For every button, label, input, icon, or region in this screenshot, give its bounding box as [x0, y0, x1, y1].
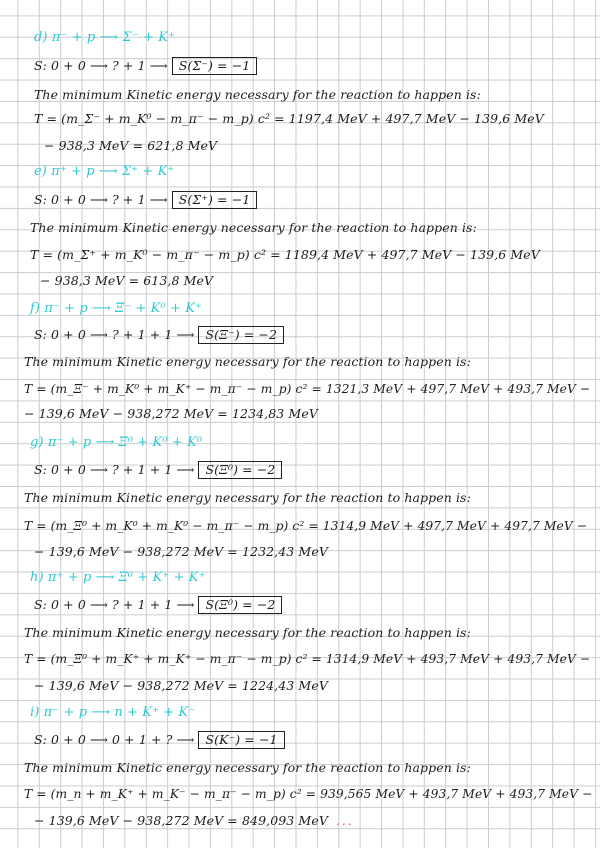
section-i-strangeness — [34, 731, 285, 749]
section-i-result-box: S(K⁻) = −1 — [198, 731, 284, 749]
section-f-title: f) π⁻ + p ⟶ Ξ⁻ + K⁰ + K⁺ — [30, 301, 203, 316]
section-d-equation-line2: − 938,3 MeV = 621,8 MeV — [44, 138, 218, 153]
section-g-result-box: S(Ξ⁰) = −2 — [198, 461, 282, 479]
section-f-equation-line2: − 139,6 MeV − 938,272 MeV = 1234,83 MeV — [24, 406, 318, 421]
section-h-result-box: S(Ξ⁰) = −2 — [198, 596, 282, 614]
section-g-equation-line2: − 139,6 MeV − 938,272 MeV = 1232,43 MeV — [34, 544, 328, 559]
section-h-title: h) π⁺ + p ⟶ Ξ⁰ + K⁺ + K⁺ — [30, 570, 206, 585]
section-i-title: i) π⁻ + p ⟶ n + K⁺ + K⁻ — [30, 705, 196, 720]
section-f-strangeness — [34, 326, 284, 344]
section-i-equation-line1: T = (m_n + m_K⁺ + m_K⁻ − m_π⁻ − m_p) c² = 939,565 MeV + 493,7 MeV + 493,7 MeV − — [24, 787, 593, 801]
section-e-equation-line2: − 938,3 MeV = 613,8 MeV — [40, 273, 214, 288]
section-h-equation-line2: − 139,6 MeV − 938,272 MeV = 1224,43 MeV — [34, 678, 328, 693]
section-f-result-box: S(Ξ⁻) = −2 — [198, 326, 284, 344]
section-i-equation-line2-text: − 139,6 MeV − 938,272 MeV = 849,093 MeV — [34, 813, 328, 828]
section-d-result-box: S(Σ⁻) = −1 — [172, 57, 258, 75]
section-g-strangeness — [34, 461, 282, 479]
section-d-strangeness-text: S: 0 + 0 ⟶ ? + 1 ⟶ — [34, 58, 168, 73]
section-d-statement: The minimum Kinetic energy necessary for the reaction to happen is: — [34, 87, 481, 102]
section-e-result-box: S(Σ⁺) = −1 — [172, 191, 258, 209]
section-e-equation-line1: T = (m_Σ⁺ + m_K⁰ − m_π⁻ − m_p) c² = 1189,4 MeV + 497,7 MeV − 139,6 MeV — [30, 247, 540, 262]
section-d-equation-line1: T = (m_Σ⁻ + m_K⁰ − m_π⁻ − m_p) c² = 1197,4 MeV + 497,7 MeV − 139,6 MeV — [34, 111, 544, 126]
section-g-equation-line1: T = (m_Ξ⁰ + m_K⁰ + m_K⁰ − m_π⁻ − m_p) c² = 1314,9 MeV + 497,7 MeV + 497,7 MeV − — [24, 519, 588, 533]
section-i-equation-line2 — [34, 812, 354, 830]
section-e-statement: The minimum Kinetic energy necessary for the reaction to happen is: — [30, 220, 477, 235]
section-g-statement: The minimum Kinetic energy necessary for the reaction to happen is: — [24, 490, 471, 505]
section-e-strangeness — [34, 191, 257, 209]
section-f-strangeness-text: S: 0 + 0 ⟶ ? + 1 + 1 ⟶ — [34, 327, 195, 342]
section-i-strangeness-text: S: 0 + 0 ⟶ 0 + 1 + ? ⟶ — [34, 732, 195, 747]
section-g-strangeness-text: S: 0 + 0 ⟶ ? + 1 + 1 ⟶ — [34, 462, 195, 477]
section-f-statement: The minimum Kinetic energy necessary for the reaction to happen is: — [24, 354, 471, 369]
section-d-title: d) π⁻ + p ⟶ Σ⁻ + K⁺ — [34, 30, 175, 45]
section-e-title: e) π⁺ + p ⟶ Σ⁺ + K⁺ — [34, 164, 175, 179]
trailing-dots: ... — [335, 813, 354, 828]
section-h-statement: The minimum Kinetic energy necessary for the reaction to happen is: — [24, 625, 471, 640]
section-h-strangeness-text: S: 0 + 0 ⟶ ? + 1 + 1 ⟶ — [34, 597, 195, 612]
section-i-statement: The minimum Kinetic energy necessary for the reaction to happen is: — [24, 760, 471, 775]
section-g-title: g) π⁻ + p ⟶ Ξ⁰ + K⁰ + K⁰ — [30, 435, 203, 450]
section-d-strangeness — [34, 57, 257, 75]
section-f-equation-line1: T = (m_Ξ⁻ + m_K⁰ + m_K⁺ − m_π⁻ − m_p) c² = 1321,3 MeV + 497,7 MeV + 493,7 MeV − — [24, 382, 591, 396]
section-h-strangeness — [34, 596, 282, 614]
section-e-strangeness-text: S: 0 + 0 ⟶ ? + 1 ⟶ — [34, 192, 168, 207]
section-h-equation-line1: T = (m_Ξ⁰ + m_K⁺ + m_K⁺ − m_π⁻ − m_p) c² = 1314,9 MeV + 493,7 MeV + 493,7 MeV − — [24, 652, 591, 666]
